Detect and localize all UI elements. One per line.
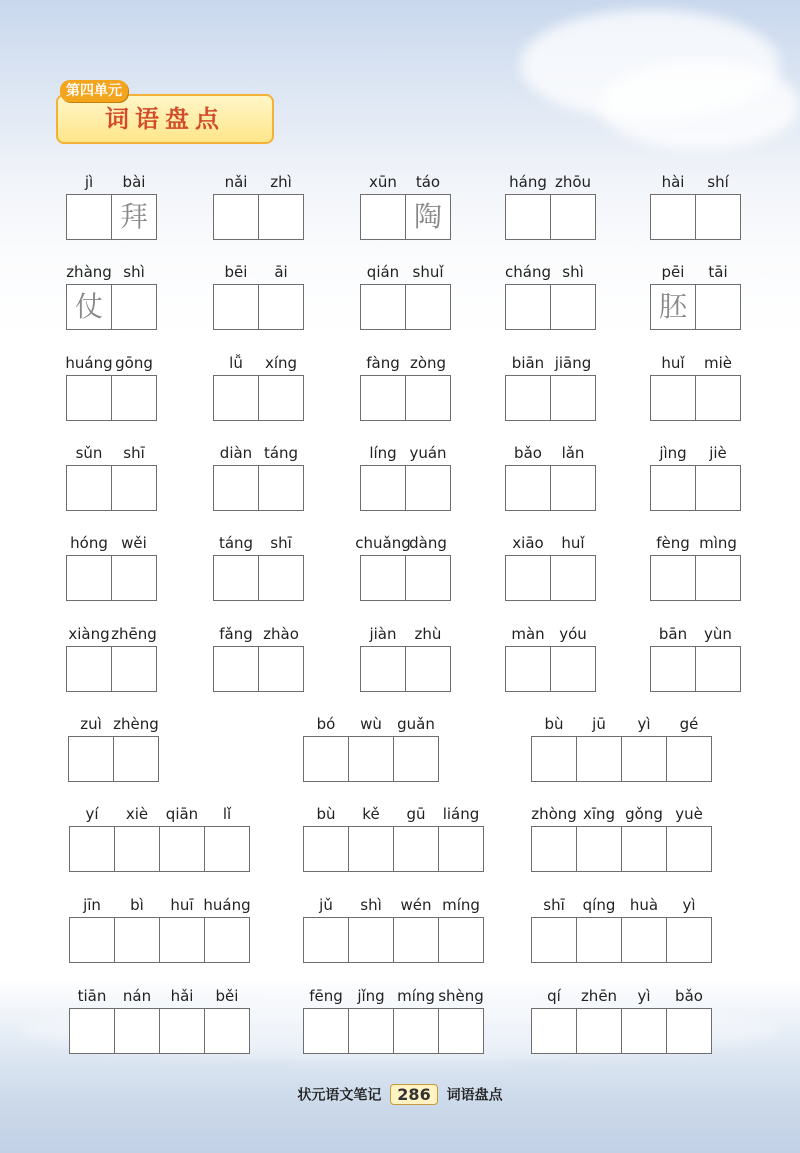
writing-cell[interactable] bbox=[405, 465, 451, 511]
writing-cell[interactable] bbox=[360, 465, 406, 511]
writing-cell[interactable] bbox=[621, 736, 667, 782]
pinyin-label: bó bbox=[316, 715, 336, 733]
pinyin-label: xiàng bbox=[68, 625, 110, 643]
writing-cell[interactable] bbox=[213, 284, 259, 330]
writing-boxes bbox=[68, 736, 158, 782]
writing-boxes bbox=[505, 284, 595, 330]
page-number: 286 bbox=[390, 1084, 437, 1105]
pinyin-label: guǎn bbox=[397, 715, 435, 733]
unit-tag: 第四单元 bbox=[60, 80, 128, 102]
page-title: 词语盘点 bbox=[56, 94, 274, 144]
book-title: 状元语文笔记 bbox=[297, 1087, 382, 1104]
writing-cell[interactable] bbox=[111, 646, 157, 692]
writing-cell[interactable] bbox=[531, 736, 577, 782]
writing-cell[interactable] bbox=[621, 1008, 667, 1054]
writing-cell[interactable] bbox=[114, 1008, 160, 1054]
writing-cell[interactable] bbox=[576, 1008, 622, 1054]
pinyin-label: shì bbox=[123, 263, 145, 281]
pinyin-label: wén bbox=[400, 896, 432, 914]
pinyin-label: huáng bbox=[65, 354, 113, 372]
writing-cell[interactable] bbox=[69, 826, 115, 872]
writing-cell[interactable] bbox=[550, 375, 596, 421]
writing-cell[interactable] bbox=[303, 917, 349, 963]
writing-cell[interactable] bbox=[360, 375, 406, 421]
writing-cell[interactable] bbox=[695, 375, 741, 421]
pinyin-label: fàng bbox=[366, 354, 400, 372]
writing-boxes bbox=[213, 555, 303, 601]
writing-cell[interactable] bbox=[360, 555, 406, 601]
pinyin-label: huà bbox=[629, 896, 659, 914]
writing-cell[interactable] bbox=[113, 736, 159, 782]
writing-cell[interactable] bbox=[348, 917, 394, 963]
writing-cell[interactable] bbox=[303, 736, 349, 782]
writing-boxes bbox=[505, 555, 595, 601]
page-header bbox=[56, 80, 276, 146]
writing-boxes bbox=[650, 194, 740, 240]
writing-boxes bbox=[69, 826, 249, 872]
pinyin-label: mìng bbox=[699, 534, 737, 552]
pinyin-label: bēi bbox=[224, 263, 248, 281]
writing-cell[interactable] bbox=[405, 646, 451, 692]
pinyin-label: dàng bbox=[409, 534, 447, 552]
pinyin-label: jīn bbox=[83, 896, 101, 914]
writing-boxes bbox=[650, 375, 740, 421]
writing-cell[interactable] bbox=[405, 555, 451, 601]
pinyin-label: xíng bbox=[264, 354, 298, 372]
writing-boxes bbox=[66, 375, 156, 421]
writing-boxes bbox=[213, 375, 303, 421]
pinyin-label: zhēng bbox=[111, 625, 157, 643]
writing-cell[interactable] bbox=[114, 826, 160, 872]
pinyin-label: miè bbox=[703, 354, 732, 372]
pinyin-label: gōng bbox=[115, 354, 153, 372]
writing-cell[interactable] bbox=[650, 646, 696, 692]
pinyin-label: zhōu bbox=[554, 173, 592, 191]
writing-cell[interactable] bbox=[393, 736, 439, 782]
writing-cell[interactable] bbox=[303, 1008, 349, 1054]
cloud-decoration bbox=[600, 60, 800, 150]
writing-cell[interactable] bbox=[258, 284, 304, 330]
writing-cell[interactable] bbox=[111, 284, 157, 330]
writing-boxes bbox=[505, 194, 595, 240]
writing-cell[interactable] bbox=[576, 736, 622, 782]
pinyin-label: huī bbox=[170, 896, 194, 914]
writing-cell[interactable] bbox=[505, 555, 551, 601]
writing-cell[interactable] bbox=[66, 194, 112, 240]
pinyin-label: yí bbox=[85, 805, 99, 823]
page-footer bbox=[0, 1084, 800, 1105]
pinyin-label: lǎn bbox=[561, 444, 585, 462]
pinyin-label: táo bbox=[415, 173, 441, 191]
writing-cell[interactable] bbox=[621, 917, 667, 963]
writing-cell[interactable] bbox=[69, 1008, 115, 1054]
pinyin-label: kě bbox=[362, 805, 380, 823]
pinyin-label: huǐ bbox=[661, 354, 685, 372]
pinyin-label: běi bbox=[215, 987, 239, 1005]
writing-boxes bbox=[531, 736, 711, 782]
writing-cell[interactable] bbox=[505, 465, 551, 511]
writing-cell[interactable] bbox=[360, 646, 406, 692]
pinyin-label: huǐ bbox=[561, 534, 585, 552]
writing-cell[interactable] bbox=[393, 1008, 439, 1054]
writing-cell[interactable] bbox=[531, 826, 577, 872]
section-name: 词语盘点 bbox=[446, 1087, 503, 1104]
pinyin-label: shī bbox=[543, 896, 565, 914]
writing-cell[interactable] bbox=[695, 555, 741, 601]
writing-cell[interactable]: 仗 bbox=[66, 284, 112, 330]
pinyin-label: bǎo bbox=[514, 444, 542, 462]
writing-boxes bbox=[505, 646, 595, 692]
writing-cell[interactable] bbox=[505, 646, 551, 692]
pinyin-label: zhèng bbox=[113, 715, 159, 733]
pinyin-label: zhù bbox=[414, 625, 442, 643]
pinyin-label: zuì bbox=[80, 715, 102, 733]
writing-cell[interactable] bbox=[505, 194, 551, 240]
writing-cell[interactable] bbox=[258, 194, 304, 240]
writing-boxes bbox=[66, 465, 156, 511]
writing-cell[interactable] bbox=[66, 375, 112, 421]
pinyin-label: yóu bbox=[559, 625, 587, 643]
pinyin-label: bù bbox=[316, 805, 336, 823]
writing-cell[interactable] bbox=[348, 826, 394, 872]
writing-cell[interactable] bbox=[650, 465, 696, 511]
writing-cell[interactable] bbox=[695, 194, 741, 240]
writing-cell[interactable] bbox=[405, 375, 451, 421]
pinyin-label: wěi bbox=[121, 534, 147, 552]
pinyin-label: zhēn bbox=[580, 987, 618, 1005]
pinyin-label: fǎng bbox=[219, 625, 253, 643]
pinyin-label: yùn bbox=[704, 625, 732, 643]
writing-boxes bbox=[650, 646, 740, 692]
pinyin-label: shī bbox=[123, 444, 145, 462]
pinyin-label: gǒng bbox=[625, 805, 663, 823]
writing-boxes bbox=[66, 284, 156, 330]
pinyin-label: shuǐ bbox=[412, 263, 444, 281]
pinyin-label: gū bbox=[406, 805, 426, 823]
pinyin-label: diàn bbox=[219, 444, 253, 462]
pinyin-label: bǎo bbox=[675, 987, 703, 1005]
writing-boxes bbox=[66, 194, 156, 240]
writing-cell[interactable] bbox=[348, 736, 394, 782]
pinyin-label: táng bbox=[218, 534, 254, 552]
pinyin-label: sǔn bbox=[75, 444, 103, 462]
writing-cell[interactable] bbox=[213, 465, 259, 511]
writing-cell[interactable] bbox=[66, 646, 112, 692]
writing-boxes bbox=[650, 284, 740, 330]
writing-cell[interactable] bbox=[695, 465, 741, 511]
writing-boxes bbox=[66, 646, 156, 692]
writing-cell[interactable] bbox=[531, 1008, 577, 1054]
writing-cell[interactable] bbox=[204, 1008, 250, 1054]
pinyin-label: hài bbox=[661, 173, 685, 191]
writing-boxes bbox=[531, 1008, 711, 1054]
writing-boxes bbox=[505, 375, 595, 421]
writing-boxes bbox=[360, 194, 450, 240]
pinyin-label: tāi bbox=[708, 263, 728, 281]
writing-cell[interactable] bbox=[111, 465, 157, 511]
writing-boxes bbox=[360, 646, 450, 692]
writing-boxes bbox=[69, 1008, 249, 1054]
pinyin-label: fèng bbox=[656, 534, 690, 552]
writing-boxes bbox=[650, 555, 740, 601]
pinyin-label: líng bbox=[369, 444, 397, 462]
pinyin-label: shèng bbox=[438, 987, 484, 1005]
writing-cell[interactable] bbox=[204, 826, 250, 872]
writing-cell[interactable]: 胚 bbox=[650, 284, 696, 330]
pinyin-label: cháng bbox=[505, 263, 551, 281]
pinyin-label: zòng bbox=[409, 354, 447, 372]
writing-cell[interactable] bbox=[204, 917, 250, 963]
pinyin-label: nán bbox=[122, 987, 152, 1005]
writing-cell[interactable] bbox=[666, 1008, 712, 1054]
pinyin-label: jìng bbox=[659, 444, 687, 462]
writing-cell[interactable] bbox=[303, 826, 349, 872]
pinyin-label: míng bbox=[442, 896, 480, 914]
pinyin-label: yì bbox=[637, 987, 651, 1005]
writing-boxes bbox=[213, 284, 303, 330]
writing-cell[interactable] bbox=[213, 194, 259, 240]
pinyin-label: màn bbox=[511, 625, 545, 643]
writing-cell[interactable] bbox=[505, 284, 551, 330]
pinyin-label: lǚ bbox=[229, 354, 243, 372]
pinyin-label: yuán bbox=[409, 444, 447, 462]
pinyin-label: xīng bbox=[582, 805, 616, 823]
writing-cell[interactable] bbox=[405, 284, 451, 330]
writing-cell[interactable] bbox=[695, 284, 741, 330]
pinyin-label: zhòng bbox=[531, 805, 577, 823]
pinyin-label: bài bbox=[122, 173, 146, 191]
pinyin-label: jì bbox=[84, 173, 94, 191]
writing-cell[interactable] bbox=[666, 736, 712, 782]
writing-boxes bbox=[360, 555, 450, 601]
writing-cell[interactable] bbox=[348, 1008, 394, 1054]
pinyin-label: jiè bbox=[709, 444, 727, 462]
writing-boxes bbox=[213, 194, 303, 240]
pinyin-label: yuè bbox=[675, 805, 703, 823]
writing-boxes bbox=[213, 465, 303, 511]
pinyin-label: shì bbox=[360, 896, 382, 914]
pinyin-label: xiāo bbox=[512, 534, 544, 552]
writing-cell[interactable] bbox=[360, 194, 406, 240]
pinyin-label: yì bbox=[637, 715, 651, 733]
writing-cell[interactable] bbox=[258, 646, 304, 692]
pinyin-label: shī bbox=[270, 534, 292, 552]
pinyin-label: huáng bbox=[203, 896, 251, 914]
pinyin-label: xūn bbox=[369, 173, 397, 191]
writing-cell[interactable] bbox=[438, 917, 484, 963]
writing-boxes bbox=[303, 736, 438, 782]
writing-boxes bbox=[66, 555, 156, 601]
writing-cell[interactable] bbox=[550, 555, 596, 601]
pinyin-label: háng bbox=[509, 173, 547, 191]
pinyin-label: qián bbox=[366, 263, 400, 281]
writing-cell[interactable] bbox=[621, 826, 667, 872]
pinyin-label: jǔ bbox=[319, 896, 333, 914]
pinyin-label: jiàn bbox=[369, 625, 397, 643]
pinyin-label: qí bbox=[547, 987, 561, 1005]
writing-cell[interactable] bbox=[68, 736, 114, 782]
writing-boxes bbox=[303, 917, 483, 963]
pinyin-label: liáng bbox=[442, 805, 480, 823]
writing-cell[interactable] bbox=[159, 917, 205, 963]
pinyin-label: jǐng bbox=[357, 987, 385, 1005]
writing-cell[interactable]: 拜 bbox=[111, 194, 157, 240]
writing-cell[interactable] bbox=[66, 465, 112, 511]
pinyin-label: shì bbox=[562, 263, 584, 281]
pinyin-label: bì bbox=[130, 896, 144, 914]
pinyin-label: hóng bbox=[70, 534, 108, 552]
pinyin-label: tiān bbox=[77, 987, 107, 1005]
writing-cell[interactable] bbox=[393, 826, 439, 872]
writing-cell[interactable] bbox=[258, 375, 304, 421]
pinyin-label: lǐ bbox=[222, 805, 232, 823]
writing-boxes bbox=[505, 465, 595, 511]
writing-cell[interactable] bbox=[650, 375, 696, 421]
pinyin-label: zhàng bbox=[66, 263, 112, 281]
pinyin-label: jiāng bbox=[554, 354, 592, 372]
writing-boxes bbox=[360, 375, 450, 421]
writing-cell[interactable] bbox=[258, 555, 304, 601]
writing-cell[interactable] bbox=[393, 917, 439, 963]
writing-boxes bbox=[360, 284, 450, 330]
writing-cell[interactable] bbox=[438, 826, 484, 872]
pinyin-label: chuǎng bbox=[355, 534, 411, 552]
pinyin-label: míng bbox=[397, 987, 435, 1005]
pinyin-label: hǎi bbox=[170, 987, 194, 1005]
pinyin-label: jū bbox=[592, 715, 606, 733]
writing-cell[interactable] bbox=[650, 194, 696, 240]
pinyin-label: gé bbox=[679, 715, 699, 733]
writing-cell[interactable] bbox=[360, 284, 406, 330]
pinyin-label: āi bbox=[274, 263, 288, 281]
writing-boxes bbox=[69, 917, 249, 963]
writing-cell[interactable] bbox=[650, 555, 696, 601]
writing-cell[interactable] bbox=[213, 646, 259, 692]
pinyin-label: xiè bbox=[125, 805, 149, 823]
pinyin-label: bān bbox=[658, 625, 688, 643]
pinyin-label: bù bbox=[544, 715, 564, 733]
pinyin-label: zhào bbox=[263, 625, 299, 643]
pinyin-label: pēi bbox=[661, 263, 685, 281]
writing-cell[interactable]: 陶 bbox=[405, 194, 451, 240]
pinyin-label: qiān bbox=[165, 805, 199, 823]
writing-cell[interactable] bbox=[695, 646, 741, 692]
writing-boxes bbox=[303, 826, 483, 872]
writing-cell[interactable] bbox=[576, 917, 622, 963]
pinyin-label: biān bbox=[511, 354, 545, 372]
pinyin-label: nǎi bbox=[224, 173, 248, 191]
writing-cell[interactable] bbox=[258, 465, 304, 511]
writing-cell[interactable] bbox=[66, 555, 112, 601]
writing-cell[interactable] bbox=[111, 375, 157, 421]
writing-boxes bbox=[303, 1008, 483, 1054]
writing-cell[interactable] bbox=[438, 1008, 484, 1054]
writing-cell[interactable] bbox=[159, 1008, 205, 1054]
writing-cell[interactable] bbox=[666, 826, 712, 872]
writing-boxes bbox=[213, 646, 303, 692]
writing-cell[interactable] bbox=[550, 284, 596, 330]
writing-cell[interactable] bbox=[576, 826, 622, 872]
writing-boxes bbox=[531, 917, 711, 963]
writing-cell[interactable] bbox=[213, 555, 259, 601]
writing-cell[interactable] bbox=[505, 375, 551, 421]
pinyin-label: yì bbox=[682, 896, 696, 914]
writing-boxes bbox=[650, 465, 740, 511]
writing-cell[interactable] bbox=[550, 194, 596, 240]
pinyin-label: zhì bbox=[270, 173, 292, 191]
writing-cell[interactable] bbox=[213, 375, 259, 421]
pinyin-label: wù bbox=[360, 715, 382, 733]
pinyin-label: táng bbox=[263, 444, 299, 462]
writing-cell[interactable] bbox=[550, 646, 596, 692]
pinyin-label: fēng bbox=[309, 987, 343, 1005]
pinyin-label: shí bbox=[707, 173, 729, 191]
writing-boxes bbox=[360, 465, 450, 511]
writing-cell[interactable] bbox=[550, 465, 596, 511]
writing-cell[interactable] bbox=[666, 917, 712, 963]
writing-cell[interactable] bbox=[69, 917, 115, 963]
writing-boxes bbox=[531, 826, 711, 872]
writing-cell[interactable] bbox=[114, 917, 160, 963]
writing-cell[interactable] bbox=[159, 826, 205, 872]
writing-cell[interactable] bbox=[111, 555, 157, 601]
writing-cell[interactable] bbox=[531, 917, 577, 963]
pinyin-label: qíng bbox=[582, 896, 616, 914]
